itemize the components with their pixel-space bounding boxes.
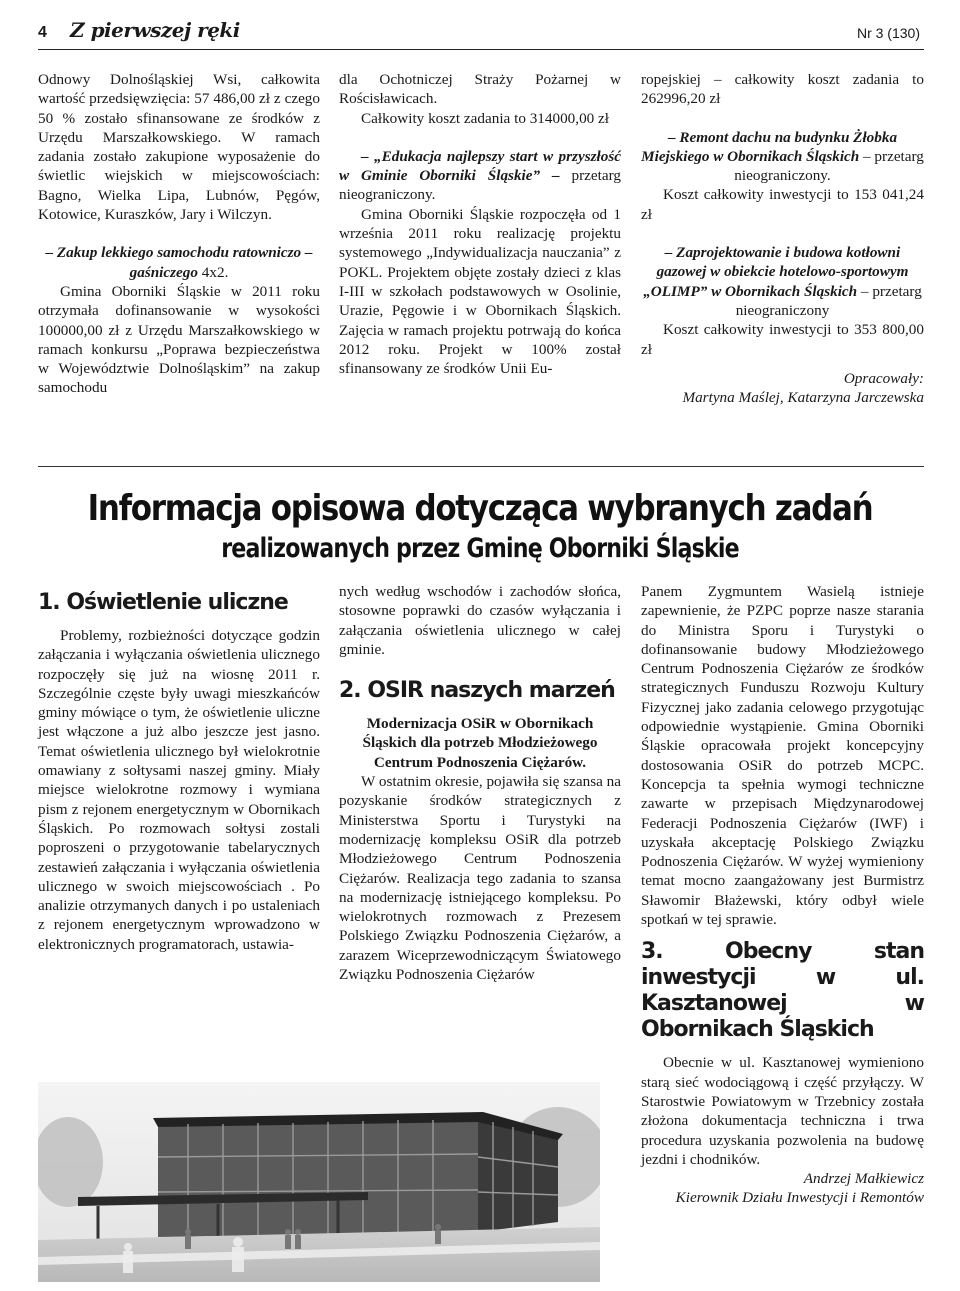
paragraph: nych według wschodów i zachodów słońca, stosowne poprawki do czasów wyłączania i załączania oświetlenia ulicznego w całej gminie.: [339, 583, 621, 658]
top-column-1: [38, 70, 320, 398]
section-lead: Modernizacja OSiR w Obornikach Śląskich dla potrzeb Młodzieżowego Centrum Podnoszenia Ciężarów.: [362, 715, 598, 771]
article-title: Informacja opisowa dotycząca wybranych zadań: [87, 488, 873, 529]
top-column-2: [339, 70, 621, 378]
paragraph: Całkowity koszt zadania to 314000,00 zł: [361, 109, 610, 127]
building-rendering-image: [38, 1082, 600, 1282]
paragraph: Gmina Oborniki Śląskie rozpoczęła od 1 września 2011 roku realizację projektu systemowego „Indywidualizacja nauczania” z POKL. Projektem objęte zostały dzieci z klas I-III w szkołach podstawowych w Osolinie, Urazie, Pęgowie i w Obornikach Śląskich. Zajęcia w ramach projektu potrwają do końca 2012 roku. Projekt w 100% został sfinansowany ze środków Unii Eu-: [339, 205, 621, 378]
article-column-2: [339, 582, 621, 984]
issue-number: Nr 3 (130): [856, 25, 920, 41]
credit-authors: Martyna Maślej, Katarzyna Jarczewska: [682, 389, 924, 407]
article-column-3: [641, 582, 924, 1208]
article-subtitle: realizowanych przez Gminę Oborniki Śląskie: [221, 533, 739, 564]
author-name: Andrzej Małkiewicz: [803, 1170, 924, 1188]
task-heading: – „Edukacja najlepszy start w przyszłość w Gminie Oborniki Śląskie” – przetarg nieograniczony.: [339, 147, 621, 204]
magazine-brand: Z pierwszej ręki: [70, 18, 240, 42]
paragraph: Panem Zygmuntem Wasielą istnieje zapewnienie, że PZPC poprze nasze starania do Ministra Sporu i Turystyki o dofinansowanie budowy Młodzieżowego Centrum Podnoszenia Ciężarów ze środków strategicznych Funduszu Rozwoju Kultury Fizycznej jako zadania celowego przygotując odpowiednie wystąpienie. Gmina Oborniki Śląskie opracowała projekt koncepcyjny dostosowania OSiR do potrzeb MCPC. Koncepcja ta spełnia wymogi techniczne zawarte w przepisach Międzynarodowej Federacji Podnoszenia Ciężarów (IWF) i uzyskała akceptację Polskiego Związku Podnoszenia Ciężarów. W wyżej wymieniony temat mocno zaangażowany jest Burmistrz Sławomir Błażewski, który odbył wiele spotkań w tej sprawie.: [641, 583, 924, 929]
paragraph: Problemy, rozbieżności dotyczące godzin załączania i wyłączania oświetlenia ulicznego rozpoczęły się już na wiosnę 2011 r. Szczególnie częste były uwagi mieszkańców gminy mówiące o tym, że oświetlenie uliczne jest włączone a już albo jeszcze jest jasno. Temat oświetlenia ulicznego był wielokrotnie omawiany z sołtysami naszej gminy. Miały miejsce wielokrotne rozmowy i wymiana pism z rejonem energetycznym w Obornikach Śląskich. Po rozmowach sołtysi zostali poproszeni o przygotowanie tabelarycznych zestawień załączania i wyłączania oświetlenia ulicznego w swoich miejscowościach . Po analizie otrzymanych danych i po ustaleniach z rejonem energetycznym wprowadzono w elektronicznych programatorach, ustawia-: [38, 627, 320, 953]
author-role: Kierownik Działu Inwestycji i Remontów: [675, 1189, 924, 1207]
header-divider: [38, 49, 924, 50]
paragraph: W ostatnim okresie, pojawiła się szansa na pozyskanie środków strategicznych z Ministerstwa Sportu i Turystyki na modernizację kompleksu OSiR dla potrzeb Młodzieżowego Centrum Podnoszenia Ciężarów. Realizacja tego zadania to szansa na modernizację istniejącego kompleksu. Po wielokrotnych rozmowach z Prezesem Polskiego Związku Podnoszenia Ciężarów, a zarazem Wiceprzewodniczącym Światowego Związku Podnoszenia Ciężarów: [339, 773, 621, 984]
paragraph: Koszt całkowity inwestycji to 353 800,00 zł: [641, 321, 924, 358]
task-heading: – Zakup lekkiego samochodu ratowniczo – gaśniczego 4x2.: [45, 244, 313, 281]
paragraph: Gmina Oborniki Śląskie w 2011 roku otrzymała dofinansowanie w wysokości 100000,00 zł z Urzędu Marszałkowskiego w ramach konkursu „Poprawa bezpieczeństwa w Województwie Dolnośląskim” na zakup samochodu: [38, 282, 320, 397]
article-column-1: [38, 590, 320, 954]
page-number: 4: [38, 24, 47, 41]
paragraph: Obecnie w ul. Kasztanowej wymieniono starą sieć wodociągową i część przyłączy. W Starostwie Powiatowym w Trzebnicy została złożona dokumentacja techniczna i trwa procedura uzyskania pozwolenia na budowę jezdni i chodników.: [641, 1054, 924, 1168]
section-heading-3: 3. Obecny stan inwestycji w ul. Kasztanowej w Obornikach Śląskich: [641, 939, 924, 1043]
section-heading-1: 1. Oświetlenie uliczne: [38, 590, 288, 615]
section-heading-2: 2. OSIR naszych marzeń: [339, 678, 615, 704]
credit-label: Opracowały:: [843, 369, 924, 387]
paragraph: ropejskiej – całkowity koszt zadania to 262996,20 zł: [641, 71, 924, 108]
paragraph: Koszt całkowity inwestycji to 153 041,24 zł: [641, 186, 924, 223]
section-divider: [38, 466, 924, 467]
paragraph: Odnowy Dolnośląskiej Wsi, całkowita wartość przedsięwzięcia: 57 486,00 zł z czego 50 % zostało sfinansowane ze środków z Urzędu Marszałkowskiego. W ramach zadania zostało zakupione wyposażenie do świetlic wiejskich w miejscowościach: Bagno, Wielka Lipa, Lubnów, Pęgów, Kotowice, Kuraszków, Jary i Wilczyn.: [38, 71, 320, 224]
top-column-3: [641, 70, 924, 407]
paragraph: dla Ochotniczej Straży Pożarnej w Rościsławicach.: [339, 71, 621, 108]
task-heading: – Remont dachu na budynku Żłobka Miejskiego w Obornikach Śląskich – przetarg nieograniczony.: [641, 128, 924, 185]
task-heading: – Zaprojektowanie i budowa kotłowni gazowej w obiekcie hotelowo-sportowym „OLIMP” w Obornikach Śląskich – przetarg nieograniczony: [643, 244, 922, 319]
